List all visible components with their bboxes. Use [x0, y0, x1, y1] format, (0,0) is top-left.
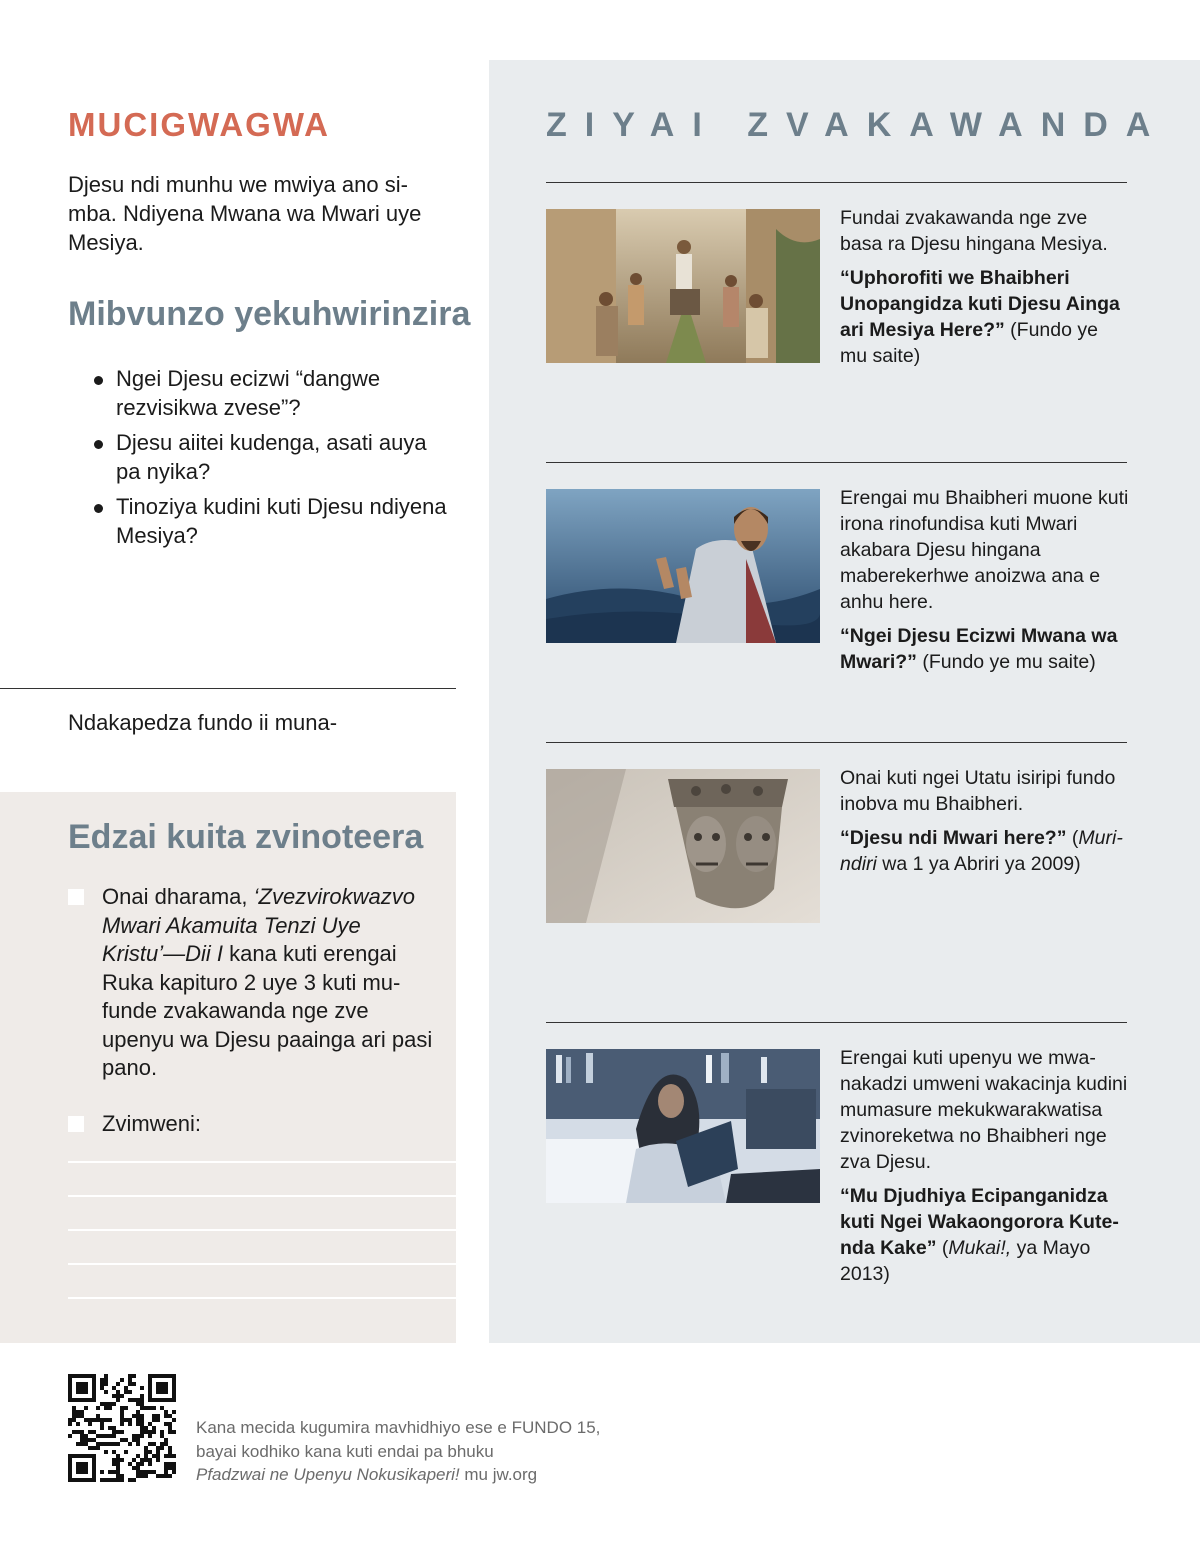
- entry-reference: [840, 265, 1130, 369]
- reference-source: (Fundo ye mu saite): [840, 319, 1098, 367]
- divider: [546, 182, 1127, 183]
- goal-checkbox[interactable]: [68, 1116, 84, 1132]
- write-line[interactable]: [68, 1161, 456, 1163]
- explore-title: ZIYAI ZVAKAWANDA: [546, 106, 1169, 144]
- goal-item-text: Onai dharama, ‘Zvezvirokwazvo Mwari Akamuita Tenzi Uye Kristu’—Dii I kana kuti erengai Ruka kapituro 2 uye 3 kuti mufunde zvakawanda nge zve upenyu wa Djesu paainga ari pasi pano.: [102, 884, 433, 1080]
- qr-code-icon[interactable]: [68, 1374, 176, 1482]
- footer-line: mu jw.org: [459, 1465, 538, 1484]
- footer-text: [196, 1416, 716, 1487]
- write-line[interactable]: [68, 1263, 456, 1265]
- book-title: Pfadzwai ne Upenyu Nokusikaperi!: [196, 1465, 460, 1484]
- entry-reference: [840, 1183, 1130, 1287]
- completed-date-label: Ndakapedza fundo ii muna-: [68, 710, 338, 735]
- trinity-statue-image[interactable]: [546, 769, 820, 923]
- divider: [546, 462, 1127, 463]
- goal-item-text: Zvimweni:: [102, 1111, 202, 1136]
- summary-text: Djesu ndi munhu we mwiya ano simba. Ndiyena Mwana wa Mwari uye Mesiya.: [68, 172, 422, 255]
- entry-description: Onai kuti ngei Utatu isiripi fundo inobva mu Bhaibheri.: [840, 767, 1116, 815]
- goal-item-video: [68, 883, 438, 1083]
- footer-line: bayai kodhiko kana kuti endai pa bhuku: [196, 1441, 494, 1461]
- praying-jesus-image[interactable]: [546, 489, 820, 643]
- woman-reading-image[interactable]: [546, 1049, 820, 1203]
- reference-source: (Fundo ye mu saite): [916, 651, 1096, 673]
- divider: [546, 1022, 1127, 1023]
- write-line[interactable]: [68, 1297, 456, 1299]
- explore-entry: [840, 765, 1130, 885]
- explore-entry: [840, 485, 1130, 683]
- explore-entry: [840, 205, 1130, 377]
- review-title: Mibvunzo yekuhwirinzira: [68, 295, 471, 333]
- reference-source: (Murindiri wa 1 ya Abriri ya 2009): [840, 827, 1123, 875]
- review-question: Ngei Djesu ecizwi “dangwe rezvisikwa zvese”?: [92, 364, 452, 422]
- entry-description: Erengai kuti upenyu we mwanakadzi umweni wakacinja kudini mumasure mekukwarakwatisa zvinoreketwa no Bhaibheri nge zva Djesu.: [840, 1047, 1128, 1173]
- reference-title[interactable]: “Djesu ndi Mwari here?”: [840, 827, 1067, 849]
- write-line[interactable]: [68, 1195, 456, 1197]
- goal-title: Edzai kuita zvinoteera: [68, 818, 424, 856]
- entry-description: Fundai zvakawanda nge zve basa ra Djesu hingana Mesiya.: [840, 207, 1108, 255]
- footer-line: Kana mecida kugumira mavhidhiyo ese e FUNDO 15,: [196, 1418, 601, 1437]
- video-title: ‘Zvezvirokwazvo Mwari Akamuita Tenzi Uye Kristu’—Dii I: [102, 884, 416, 966]
- reference-title[interactable]: “Uphorofiti we Bhaibheri Unopangidza kuti Djesu Ainga ari Mesiya Here?”: [840, 267, 1120, 341]
- review-questions: [92, 364, 452, 556]
- review-question: Djesu aiitei kudenga, asati auya pa nyika?: [92, 428, 452, 486]
- reference-title[interactable]: “Ngei Djesu Ecizwi Mwana wa Mwari?”: [840, 625, 1118, 673]
- palm-procession-image[interactable]: [546, 209, 820, 363]
- entry-reference: [840, 623, 1130, 675]
- goal-item-other: [68, 1110, 438, 1139]
- divider: [0, 688, 456, 689]
- explore-entry: [840, 1045, 1130, 1295]
- goal-checkbox[interactable]: [68, 889, 84, 905]
- divider: [546, 742, 1127, 743]
- review-question: Tinoziya kudini kuti Djesu ndiyena Mesiya?: [92, 492, 452, 550]
- write-line[interactable]: [68, 1229, 456, 1231]
- reference-title[interactable]: “Mu Djudhiya Ecipanganidza kuti Ngei Wakaongorora Kutenda Kake”: [840, 1185, 1119, 1259]
- entry-reference: [840, 825, 1130, 877]
- entry-description: Erengai mu Bhaibheri muone kuti irona rinofundisa kuti Mwari akabara Djesu hingana maberekerhwe anoizwa ana e anhu here.: [840, 487, 1129, 613]
- summary-title: MUCIGWAGWA: [68, 106, 330, 143]
- reference-source: (Mukai!, ya Mayo 2013): [840, 1237, 1091, 1285]
